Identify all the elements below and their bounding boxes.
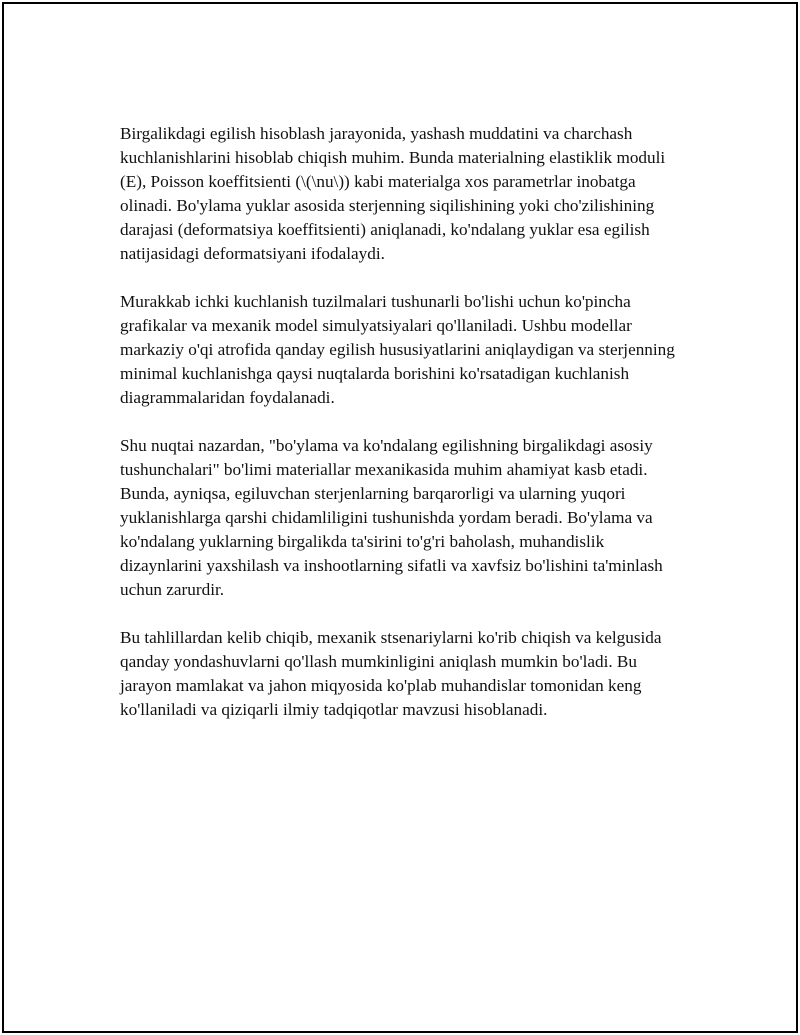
document-body <box>120 122 680 746</box>
paragraph-1: Birgalikdagi egilish hisoblash jarayonida, yashash muddatini va charchash kuchlanishlarini hisoblab chiqish muhim. Bunda materialning elastiklik moduli (E), Poisson koeffitsienti (\(\nu\)) kabi materialga xos parametrlar inobatga olinadi. Bo'ylama yuklar asosida sterjenning siqilishining yoki cho'zilishining darajasi (deformatsiya koeffitsienti) aniqlanadi, ko'ndalang yuklar esa egilish natijasidagi deformatsiyani ifodalaydi. <box>120 124 666 263</box>
page-frame <box>2 2 798 1033</box>
paragraph-3: Shu nuqtai nazardan, "bo'ylama va ko'ndalang egilishning birgalikdagi asosiy tushunchalari" bo'limi materiallar mexanikasida muhim ahamiyat kasb etadi. Bunda, ayniqsa, egiluvchan sterjenlarning barqarorligi va ularning yuqori yuklanishlarga qarshi chidamliligini tushunishda yordam beradi. Bo'ylama va ko'ndalang yuklarning birgalikda ta'sirini to'g'ri baholash, muhandislik dizaynlarini yaxshilash va inshootlarning sifatli va xavfsiz bo'lishini ta'minlash uchun zarurdir. <box>120 436 663 599</box>
paragraph-2: Murakkab ichki kuchlanish tuzilmalari tushunarli bo'lishi uchun ko'pincha grafikalar va mexanik model simulyatsiyalari qo'llaniladi. Ushbu modellar markaziy o'qi atrofida qanday egilish hususiyatlarini aniqlaydigan va sterjenning minimal kuchlanishga qaysi nuqtalarda borishini ko'rsatadigan kuchlanish diagrammalaridan foydalanadi. <box>120 292 675 407</box>
paragraph-4: Bu tahlillardan kelib chiqib, mexanik stsenariylarni ko'rib chiqish va kelgusida qanday yondashuvlarni qo'llash mumkinligini aniqlash mumkin bo'ladi. Bu jarayon mamlakat va jahon miqyosida ko'plab muhandislar tomonidan keng ko'llaniladi va qiziqarli ilmiy tadqiqotlar mavzusi hisoblanadi. <box>120 628 662 719</box>
